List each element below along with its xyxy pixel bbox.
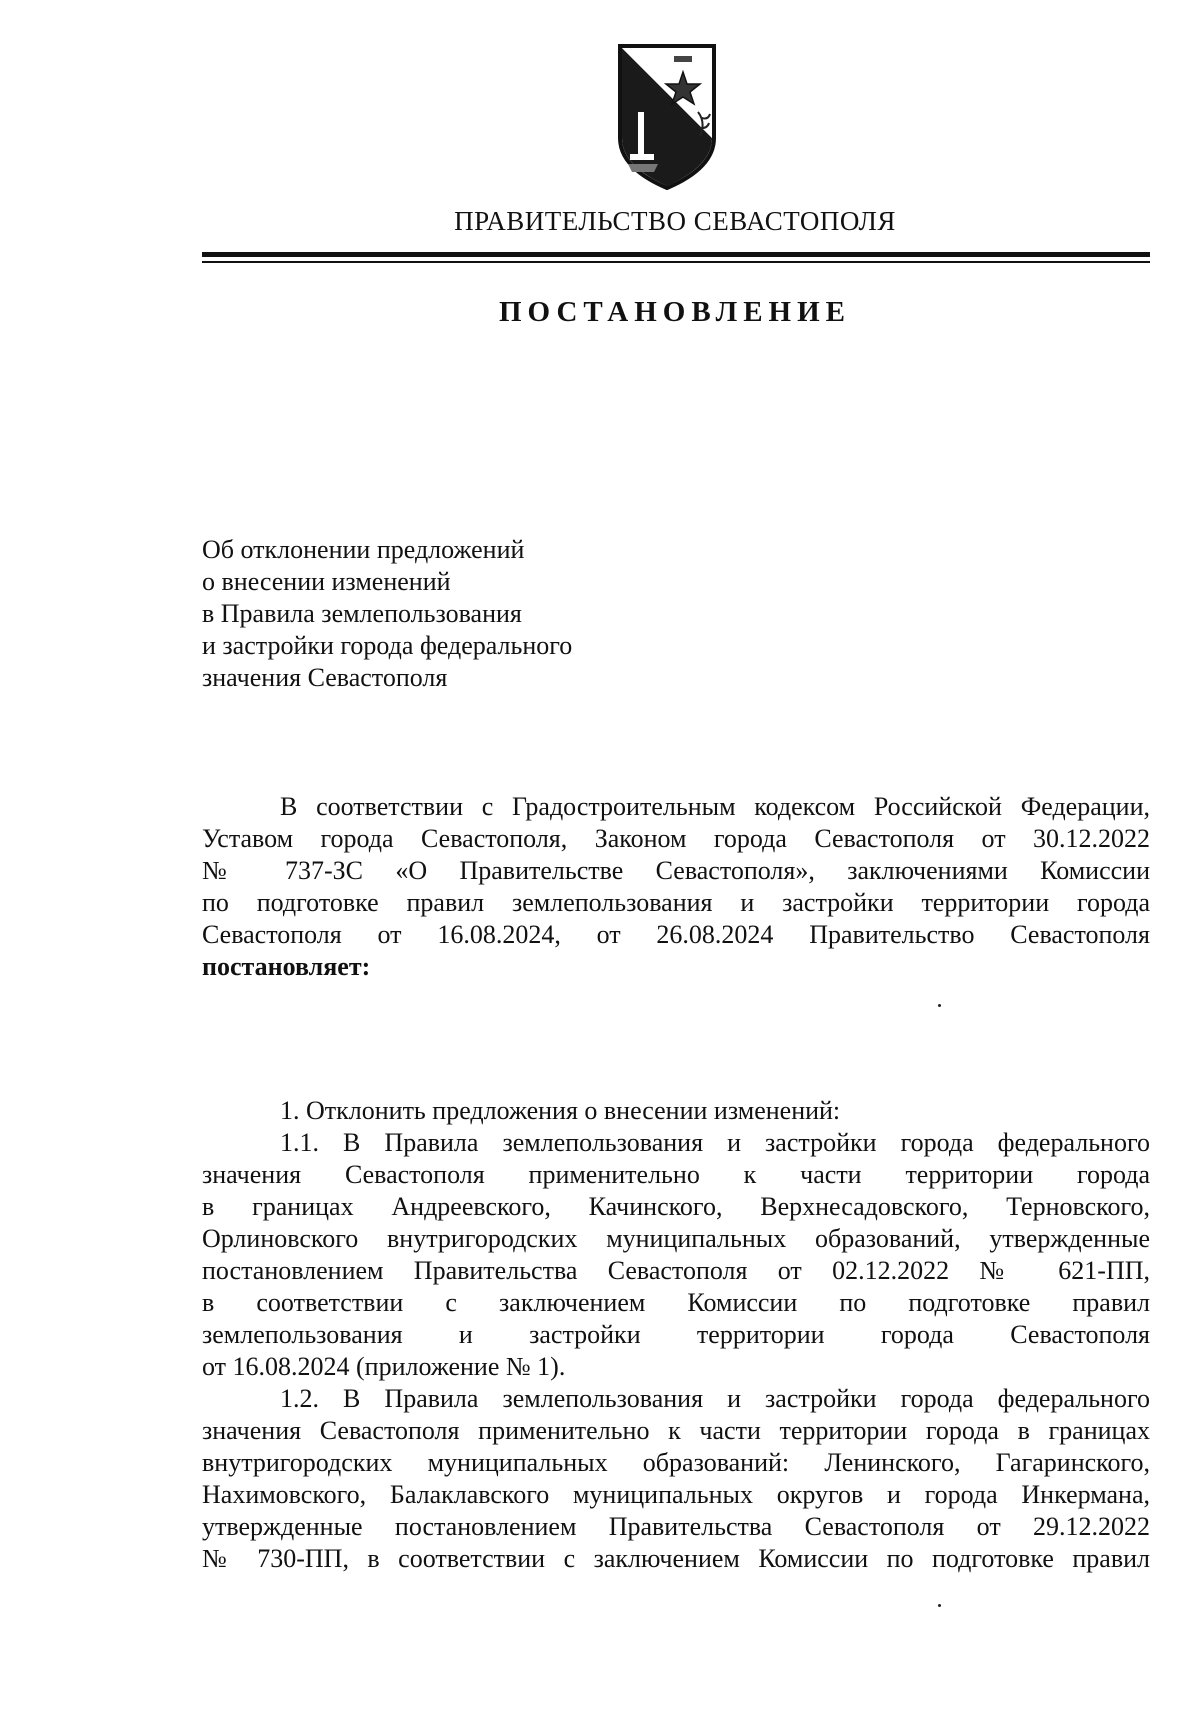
item-1-2-line: 1.2. В Правила землепользования и застройки города федерального bbox=[280, 1384, 1150, 1413]
organization-name: ПРАВИТЕЛЬСТВО СЕВАСТОПОЛЯ bbox=[454, 206, 896, 236]
header-rule-thick bbox=[202, 252, 1150, 257]
item-1-1-line: Орлиновского внутригородских муниципальных образований, утвержденные bbox=[202, 1224, 1150, 1253]
preamble-line: В соответствии с Градостроительным кодексом Российской Федерации, bbox=[280, 792, 1150, 821]
item-1-1-line: 1.1. В Правила землепользования и застройки города федерального bbox=[280, 1128, 1150, 1157]
preamble-line: Севастополя от 16.08.2024, от 26.08.2024 Правительство Севастополя bbox=[202, 920, 1150, 949]
preamble-line: № 737-ЗС «О Правительстве Севастополя», заключениями Комиссии bbox=[202, 856, 1150, 885]
item-1-1-line: в соответствии с заключением Комиссии по подготовке правил bbox=[202, 1288, 1150, 1317]
item-1-2-line: утвержденные постановлением Правительства Севастополя от 29.12.2022 bbox=[202, 1512, 1150, 1541]
scan-speck bbox=[938, 1004, 941, 1007]
preamble-line: по подготовке правил землепользования и застройки территории города bbox=[202, 888, 1150, 917]
preamble-paragraph bbox=[202, 791, 1150, 983]
resolves-word: постановляет: bbox=[202, 952, 371, 981]
item-1-2-line: внутригородских муниципальных образований: Ленинского, Гагаринского, bbox=[202, 1448, 1150, 1477]
subject-line: в Правила землепользования bbox=[202, 599, 522, 628]
coat-of-arms-icon bbox=[614, 42, 720, 192]
header-rule-thin bbox=[202, 261, 1150, 263]
item-1-1-line: постановлением Правительства Севастополя от 02.12.2022 № 621-ПП, bbox=[202, 1256, 1150, 1285]
item-1-2-line: значения Севастополя применительно к части территории города в границах bbox=[202, 1416, 1150, 1445]
item-1-2-line: № 730-ПП, в соответствии с заключением Комиссии по подготовке правил bbox=[202, 1544, 1150, 1573]
subject-line: и застройки города федерального bbox=[202, 631, 573, 660]
document-type-title: ПОСТАНОВЛЕНИЕ bbox=[498, 296, 851, 328]
subject-line: Об отклонении предложений bbox=[202, 535, 525, 564]
document-subject bbox=[202, 534, 572, 694]
subject-line: о внесении изменений bbox=[202, 567, 451, 596]
item-1-1-line: в границах Андреевского, Качинского, Верхнесадовского, Терновского, bbox=[202, 1192, 1150, 1221]
preamble-line: Уставом города Севастополя, Законом города Севастополя от 30.12.2022 bbox=[202, 824, 1150, 853]
item-1-1-line: землепользования и застройки территории города Севастополя bbox=[202, 1320, 1150, 1349]
scan-speck bbox=[938, 1604, 941, 1607]
item-1-1-line: от 16.08.2024 (приложение № 1). bbox=[202, 1352, 566, 1381]
item-1-2-line: Нахимовского, Балаклавского муниципальных округов и города Инкермана, bbox=[202, 1480, 1150, 1509]
items-section bbox=[202, 1095, 1150, 1575]
item-1-1-line: значения Севастополя применительно к части территории города bbox=[202, 1160, 1150, 1189]
item-1: 1. Отклонить предложения о внесении изменений: bbox=[280, 1096, 841, 1125]
subject-line: значения Севастополя bbox=[202, 663, 448, 692]
